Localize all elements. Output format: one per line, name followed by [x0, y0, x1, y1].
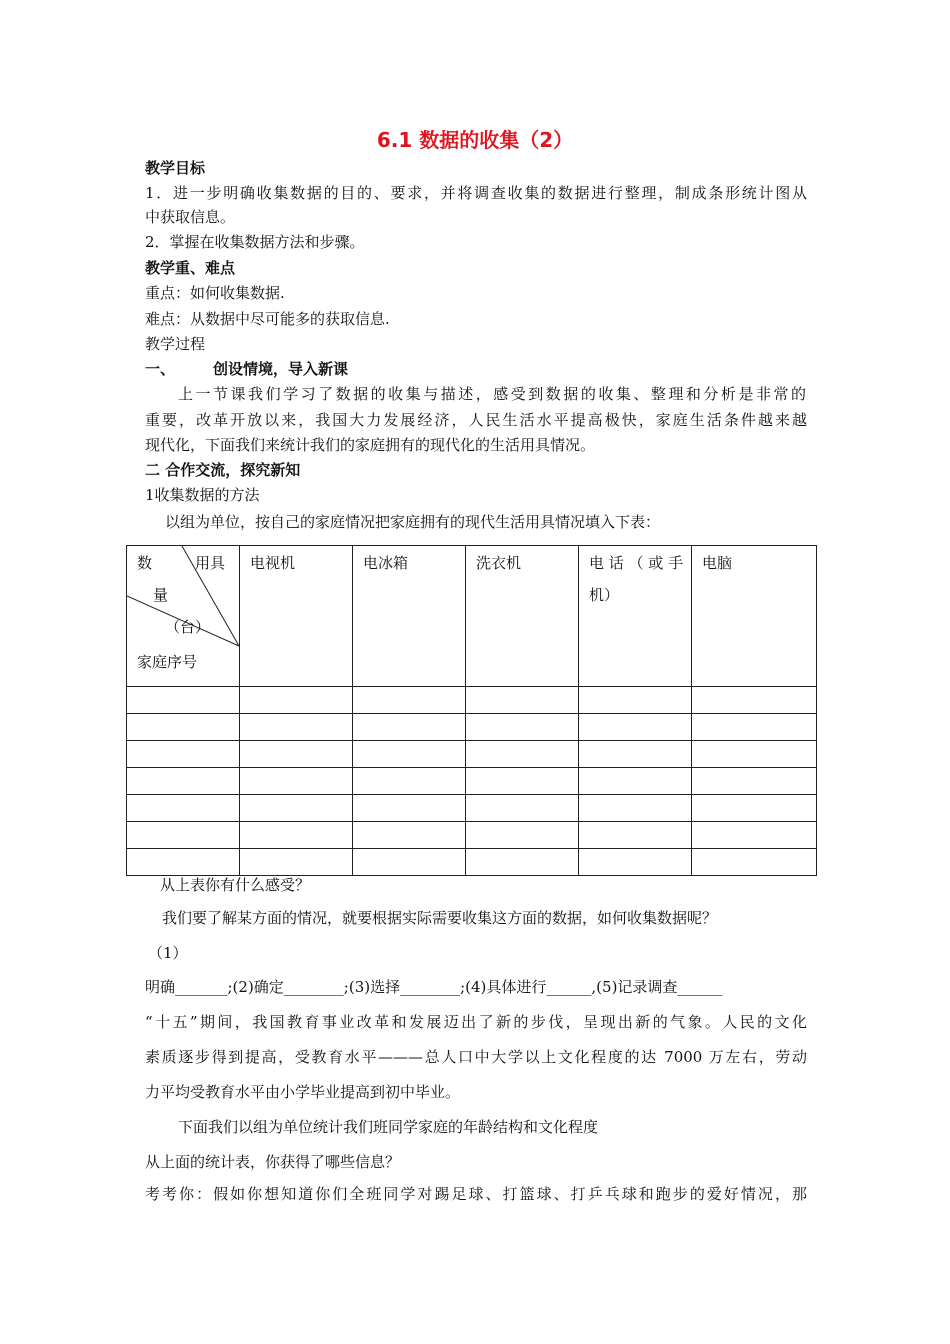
table-cell[interactable] — [692, 795, 817, 822]
section-2-sub: 1收集数据的方法 — [145, 486, 260, 504]
table-cell[interactable] — [353, 795, 466, 822]
section-1-para-line-2: 重要，改革开放以来，我国大力发展经济，人民生活水平提高极快，家庭生活条件越来越 — [145, 411, 807, 429]
table-cell[interactable] — [353, 741, 466, 768]
table-cell[interactable] — [127, 795, 240, 822]
step-number: （1） — [148, 944, 188, 962]
table-cell[interactable] — [579, 714, 692, 741]
table-cell[interactable] — [466, 822, 579, 849]
table-cell[interactable] — [466, 714, 579, 741]
column-phone — [579, 546, 692, 687]
table-row — [127, 768, 817, 795]
column-phone-line-2: 机） — [589, 586, 620, 604]
section-1-number: 一、 — [145, 360, 176, 378]
table-cell[interactable] — [240, 795, 353, 822]
table-cell[interactable] — [692, 741, 817, 768]
key-points-heading: 教学重、难点 — [145, 259, 236, 277]
corner-left-mid: 量 — [153, 586, 169, 604]
table-cell[interactable] — [240, 849, 353, 876]
corner-left-top: 数 — [137, 554, 153, 572]
table-row — [127, 714, 817, 741]
table-cell[interactable] — [240, 768, 353, 795]
table-cell[interactable] — [353, 687, 466, 714]
corner-cell — [127, 546, 240, 687]
table-cell[interactable] — [353, 849, 466, 876]
collection-steps: 明确_______;(2)确定________;(3)选择________;(4)具体进行______,(5)记录调查______ — [145, 978, 723, 996]
table-cell[interactable] — [579, 741, 692, 768]
table-row — [127, 687, 817, 714]
table-cell[interactable] — [127, 822, 240, 849]
corner-top-right: 用具 — [195, 554, 226, 572]
table-cell[interactable] — [240, 687, 353, 714]
table-cell[interactable] — [353, 714, 466, 741]
statistics-intro: 下面我们以组为单位统计我们班同学家庭的年龄结构和文化程度 — [178, 1118, 599, 1136]
question-1: 从上表你有什么感受？ — [160, 876, 311, 894]
paragraph-line-1: “十五”期间，我国教育事业改革和发展迈出了新的步伐，呈现出新的气象。人民的文化 — [145, 1013, 807, 1031]
section-1-heading: 创设情境，导入新课 — [213, 360, 349, 378]
table-cell[interactable] — [127, 687, 240, 714]
table-cell[interactable] — [353, 822, 466, 849]
corner-left-unit: （台） — [165, 618, 211, 636]
table-cell[interactable] — [127, 768, 240, 795]
key-point: 重点：如何收集数据. — [145, 284, 285, 302]
table-header-row — [127, 546, 817, 687]
column-phone-line-1: 电 话 （ 或 手 — [589, 554, 684, 572]
table-row — [127, 795, 817, 822]
table-cell[interactable] — [127, 714, 240, 741]
table-cell[interactable] — [579, 768, 692, 795]
difficult-point: 难点：从数据中尽可能多的获取信息. — [145, 310, 390, 328]
corner-bottom: 家庭序号 — [137, 653, 198, 671]
objective-2: 2．掌握在收集数据方法和步骤。 — [145, 233, 365, 251]
objective-1-line-2: 中获取信息。 — [145, 208, 236, 226]
table-cell[interactable] — [240, 714, 353, 741]
table-cell[interactable] — [240, 822, 353, 849]
column-washer: 洗衣机 — [466, 546, 579, 687]
table-cell[interactable] — [579, 687, 692, 714]
objective-1-line-1: 1．进一步明确收集数据的目的、要求，并将调查收集的数据进行整理，制成条形统计图从 — [145, 184, 807, 202]
column-tv: 电视机 — [240, 546, 353, 687]
statistics-question: 从上面的统计表，你获得了哪些信息？ — [145, 1153, 401, 1171]
table-row — [127, 849, 817, 876]
survey-table — [126, 545, 817, 876]
section-2-heading: 二 合作交流，探究新知 — [145, 461, 301, 479]
quiz-question: 考考你：假如你想知道你们全班同学对踢足球、打篮球、打乒乓球和跑步的爱好情况，那 — [145, 1185, 807, 1203]
table-cell[interactable] — [466, 849, 579, 876]
table-cell[interactable] — [466, 741, 579, 768]
table-cell[interactable] — [579, 849, 692, 876]
table-row — [127, 741, 817, 768]
question-2: 我们要了解某方面的情况，就要根据实际需要收集这方面的数据，如何收集数据呢？ — [162, 909, 718, 927]
objectives-heading: 教学目标 — [145, 159, 206, 177]
table-cell[interactable] — [466, 768, 579, 795]
table-cell[interactable] — [579, 795, 692, 822]
section-2-instruction: 以组为单位，按自己的家庭情况把家庭拥有的现代生活用具情况填入下表： — [165, 513, 661, 531]
table-cell[interactable] — [353, 768, 466, 795]
table-cell[interactable] — [692, 714, 817, 741]
table-cell[interactable] — [579, 822, 692, 849]
table-cell[interactable] — [692, 768, 817, 795]
section-1-para-line-1: 上一节课我们学习了数据的收集与描述，感受到数据的收集、整理和分析是非常的 — [178, 385, 806, 403]
table-cell[interactable] — [466, 795, 579, 822]
column-computer: 电脑 — [692, 546, 817, 687]
table-cell[interactable] — [466, 687, 579, 714]
section-1-para-line-3: 现代化，下面我们来统计我们的家庭拥有的现代化的生活用具情况。 — [145, 436, 596, 454]
table-row — [127, 822, 817, 849]
table-cell[interactable] — [127, 849, 240, 876]
column-fridge: 电冰箱 — [353, 546, 466, 687]
paragraph-line-3: 力平均受教育水平由小学毕业提高到初中毕业。 — [145, 1083, 461, 1101]
page-title: 6.1 数据的收集（2） — [376, 128, 574, 152]
table-cell[interactable] — [127, 741, 240, 768]
table-cell[interactable] — [692, 822, 817, 849]
process-heading: 教学过程 — [145, 335, 206, 353]
table-cell[interactable] — [692, 849, 817, 876]
table-cell[interactable] — [692, 687, 817, 714]
table-cell[interactable] — [240, 741, 353, 768]
paragraph-line-2: 素质逐步得到提高，受教育水平———总人口中大学以上文化程度的达 7000 万左右，劳动 — [145, 1048, 807, 1066]
